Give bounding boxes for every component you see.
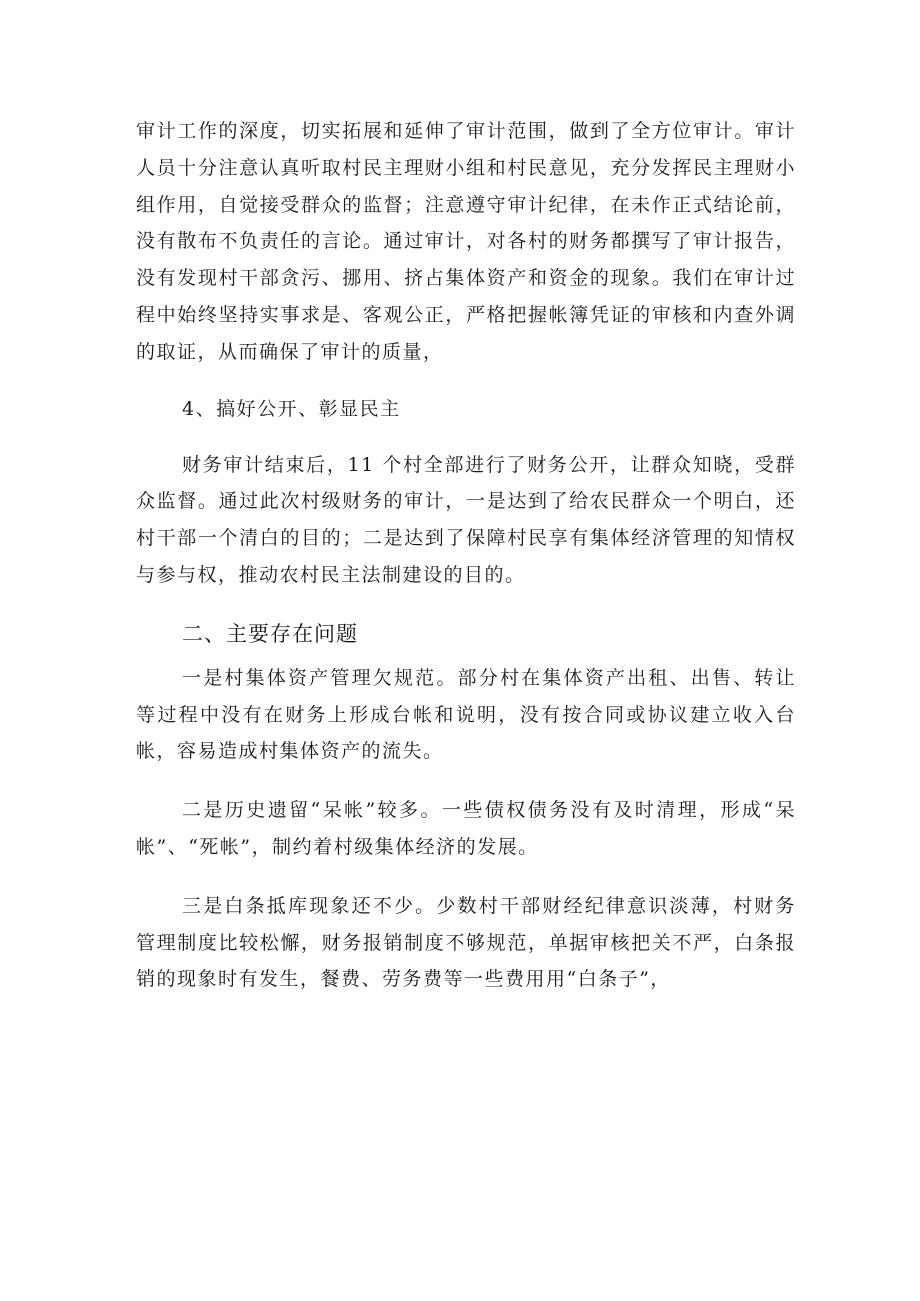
paragraph-issue-bad-debts: 二是历史遗留“呆帐”较多。一些债权债务没有及时清理，形成“呆帐”、“死帐”，制约着村级集体经济的发展。 [136, 799, 796, 858]
paragraph-audit-scope: 审计工作的深度，切实拓展和延伸了审计范围，做到了全方位审计。审计人员十分注意认真听取村民主理财小组和村民意见，充分发挥民主理财小组作用，自觉接受群众的监督；注意遵守审计纪律，在未作正式结论前，没有散布不负责任的言论。通过审计，对各村的财务都撰写了审计报告，没有发现村干部贪污、挪用、挤占集体资产和资金的现象。我们在审计过程中始终坚持实事求是、客观公正，严格把握帐簿凭证的审核和内查外调的取证，从而确保了审计的质量， [136, 120, 796, 363]
paragraph-issue-assets: 一是村集体资产管理欠规范。部分村在集体资产出租、出售、转让等过程中没有在财务上形成台帐和说明，没有按合同或协议建立收入台帐，容易造成村集体资产的流失。 [136, 666, 796, 763]
spacer [136, 371, 796, 391]
spacer [136, 866, 796, 888]
document-body [136, 113, 796, 998]
paragraph-financial-disclosure: 财务审计结束后，11 个村全部进行了财务公开，让群众知晓，受群众监督。通过此次村级财务的审计，一是达到了给农民群众一个明白，还村干部一个清白的目的；二是达到了保障村民享有集体经济管理的知情权与参与权，推动农村民主法制建设的目的。 [136, 453, 796, 586]
spacer [136, 427, 796, 447]
section-heading-main-issues: 二、主要存在问题 [182, 621, 358, 646]
paragraph-issue-iou-notes: 三是白条抵库现象还不少。少数村干部财经纪律意识淡薄，村财务管理制度比较松懈，财务报销制度不够规范，单据审核把关不严，白条报销的现象时有发生，餐费、劳务费等一些费用用“白条子”， [136, 894, 796, 991]
spacer [136, 652, 796, 660]
section-heading-4: 4、搞好公开、彰显民主 [182, 397, 401, 420]
spacer [136, 770, 796, 792]
spacer [136, 594, 796, 616]
